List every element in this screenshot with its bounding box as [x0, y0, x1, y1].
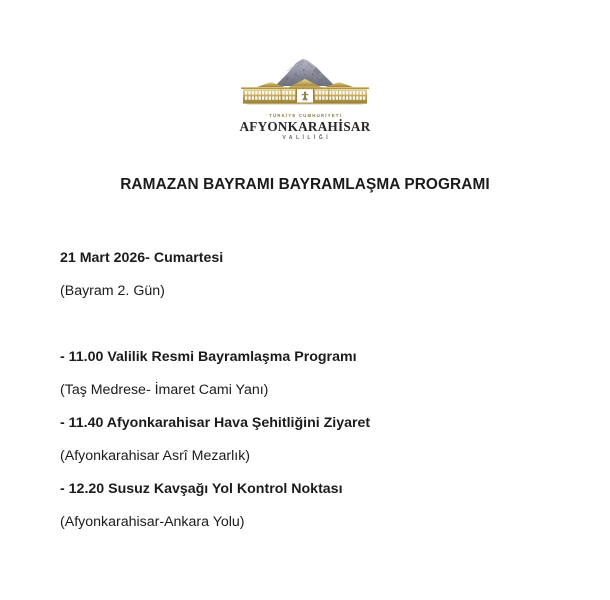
schedule-entry-3: - 12.20 Susuz Kavşağı Yol Kontrol Noktası [60, 481, 343, 497]
date-heading: 21 Mart 2026- Cumartesi [60, 250, 224, 266]
schedule-entry-2: - 11.40 Afyonkarahisar Hava Şehitliğini Ziyaret [60, 415, 371, 431]
document-body [60, 242, 560, 539]
document-title: RAMAZAN BAYRAMI BAYRAMLAŞMA PROGRAMI [120, 176, 490, 193]
emblem-governorship-line: VALİLİĞİ [282, 135, 332, 141]
afyonkarahisar-governorship-emblem-icon [237, 56, 373, 112]
emblem-republic-line: TÜRKİYE CUMHURİYETİ [269, 113, 342, 118]
letterhead-emblem [0, 56, 610, 148]
section-spacer [60, 308, 560, 341]
date-note: (Bayram 2. Gün) [60, 283, 165, 299]
schedule-location-1: (Taş Medrese- İmaret Cami Yanı) [60, 382, 269, 398]
emblem-wordmark [225, 113, 385, 142]
emblem-province-line: AFYONKARAHİSAR [239, 119, 371, 134]
schedule-location-3: (Afyonkarahisar-Ankara Yolu) [60, 514, 245, 530]
schedule-entry-1: - 11.00 Valilik Resmi Bayramlaşma Programı [60, 349, 357, 365]
schedule-location-2: (Afyonkarahisar Asrî Mezarlık) [60, 448, 251, 464]
